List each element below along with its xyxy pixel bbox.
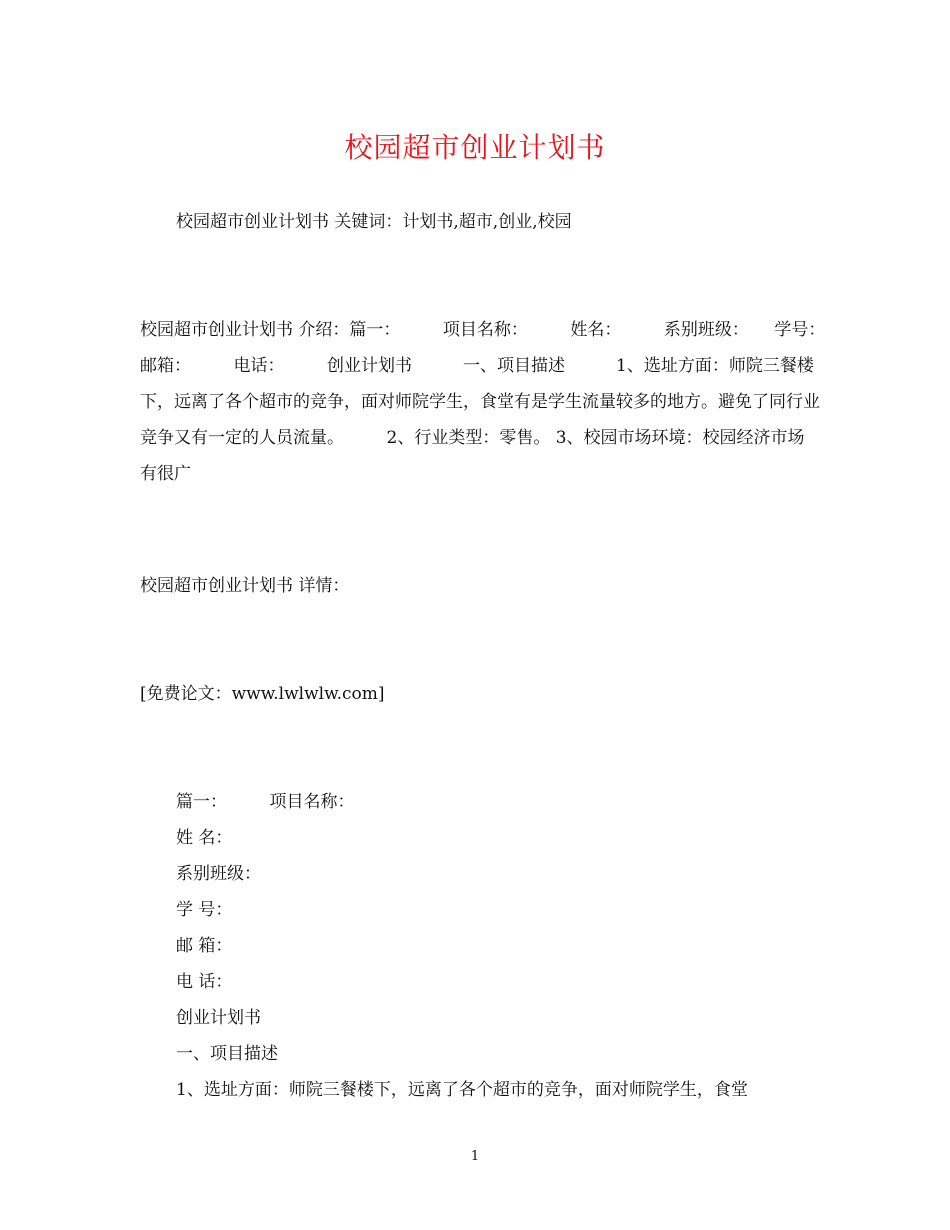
body-line: 学 号：	[176, 900, 233, 920]
details-heading: 校园超市创业计划书 详情：	[140, 576, 350, 596]
page-number: 1	[470, 1149, 480, 1164]
keywords-line: 校园超市创业计划书 关键词：计划书,超市,创业,校园	[176, 212, 572, 232]
intro-paragraph: 校园超市创业计划书 介绍：篇一： 项目名称： 姓名： 系别班级： 学号： 邮箱： 电话： 创业计划书 一、项目描述 1、选址方面：师院三餐楼下，远离了各个超市的竞争，面对师院学生，食堂有是学生流量较多的地方。避免了同行业竞争又有一定的人员流量。 2、行业类型：零售。 3、校园市场环境：校园经济市场有很广	[140, 320, 868, 484]
body-line: 邮 箱：	[176, 936, 233, 956]
body-line: 篇一： 项目名称：	[176, 792, 355, 812]
body-line: 1、选址方面：师院三餐楼下，远离了各个超市的竞争，面对师院学生，食堂	[176, 1080, 748, 1100]
free-paper-link[interactable]: [免费论文：www.lwlwlw.com]	[140, 684, 385, 704]
body-line: 创业计划书	[176, 1008, 261, 1028]
body-line: 姓 名：	[176, 828, 233, 848]
document-title: 校园超市创业计划书	[344, 131, 606, 164]
body-line: 系别班级：	[176, 864, 261, 884]
body-line: 一、项目描述	[176, 1044, 278, 1064]
body-line: 电 话：	[176, 972, 233, 992]
